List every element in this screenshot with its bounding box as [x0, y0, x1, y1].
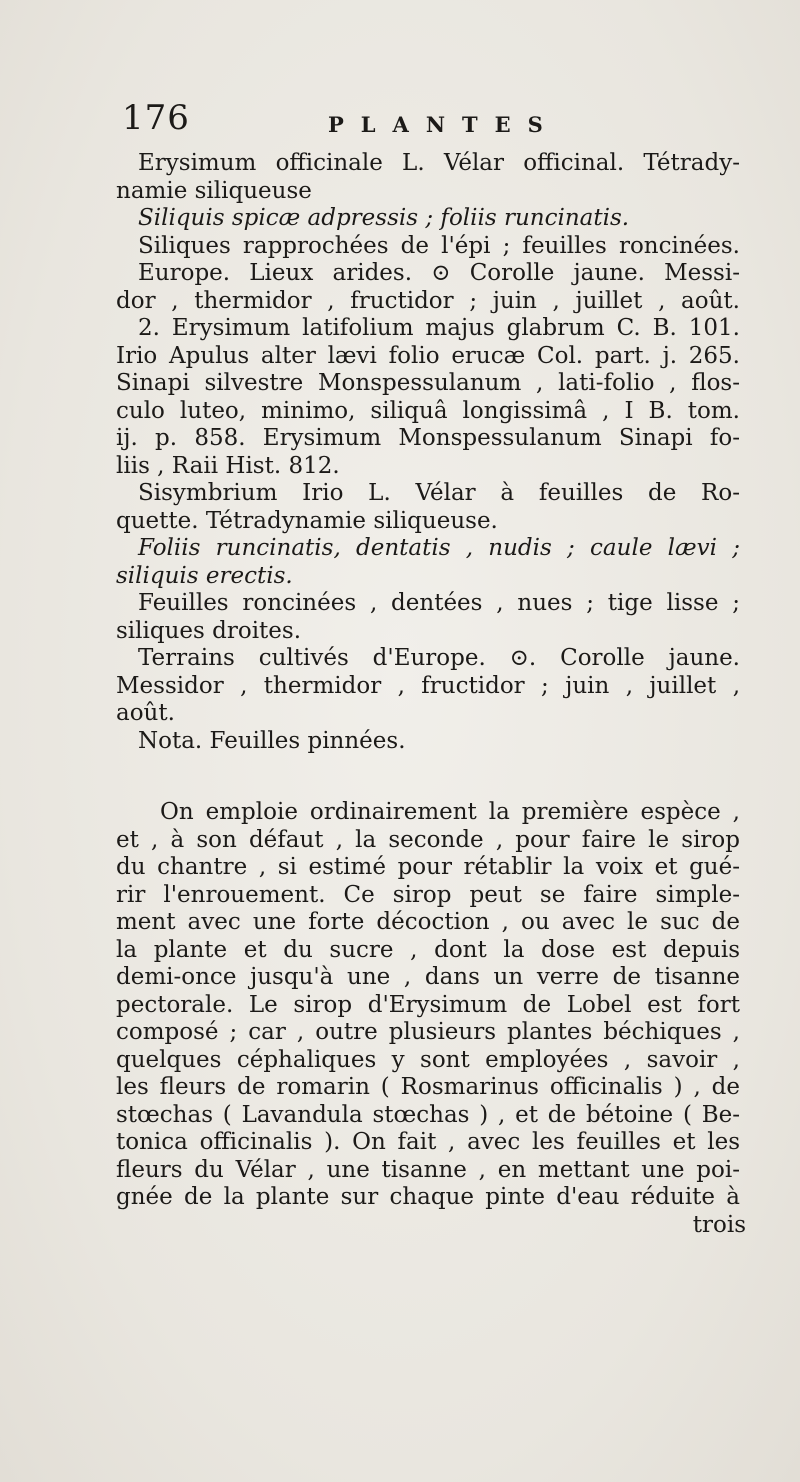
text-line: août.: [116, 700, 175, 726]
text-line: composé ; car , outre plusieurs plantes béchiques ,: [116, 1019, 740, 1045]
text-line: Sisymbrium Irio L. Vélar à feuilles de Ro-: [138, 480, 740, 506]
text-line: Sinapi silvestre Monspessulanum , lati-folio , flos-: [116, 370, 740, 396]
text-line: demi-once jusqu'à une , dans un verre de tisanne: [116, 964, 740, 990]
page-number: 176: [122, 98, 190, 138]
text-line: liis , Raii Hist. 812.: [116, 452, 340, 479]
running-head: PLANTES: [328, 112, 560, 137]
text-line: fleurs du Vélar , une tisanne , en mettant une poi-: [116, 1156, 740, 1183]
text-line: Terrains cultivés d'Europe. ⊙. Corolle jaune.: [138, 645, 740, 671]
text-line: Foliis runcinatis, dentatis , nudis ; caule lævi ;: [138, 535, 740, 561]
text-line: quelques céphaliques y sont employées , savoir ,: [116, 1046, 740, 1073]
catchword: trois: [692, 1212, 746, 1238]
text-line: Siliques rapprochées de l'épi ; feuilles roncinées.: [138, 232, 740, 259]
text-line: pectorale. Le sirop d'Erysimum de Lobel est fort: [116, 991, 740, 1018]
text-line: Nota. Feuilles pinnées.: [138, 727, 406, 754]
page-header: [0, 98, 800, 142]
text-line: ment avec une forte décoction , ou avec le suc de: [116, 909, 740, 935]
text-line: les fleurs de romarin ( Rosmarinus officinalis ) , de: [116, 1074, 740, 1100]
body-text: [116, 150, 740, 1212]
text-line: 2. Erysimum latifolium majus glabrum C. B. 101.: [138, 315, 740, 341]
text-line: On emploie ordinairement la première espèce ,: [160, 799, 740, 825]
text-line: tonica officinalis ). On fait , avec les feuilles et les: [116, 1129, 740, 1155]
catchword-row: [116, 1212, 746, 1240]
text-line: siliquis erectis.: [116, 562, 293, 589]
text-line: Messidor , thermidor , fructidor ; juin , juillet ,: [116, 672, 740, 699]
text-line: siliques droites.: [116, 617, 302, 644]
text-line: Feuilles roncinées , dentées , nues ; tige lisse ;: [138, 590, 740, 616]
text-line: rir l'enrouement. Ce sirop peut se faire simple-: [116, 881, 740, 908]
text-line: dor , thermidor , fructidor ; juin , juillet , août.: [116, 287, 740, 314]
text-line: quette. Tétradynamie siliqueuse.: [116, 507, 498, 534]
text-line: gnée de la plante sur chaque pinte d'eau réduite à: [116, 1184, 740, 1210]
paragraph-gap: [116, 755, 740, 799]
text-line: culo luteo, minimo, siliquâ longissimâ , I B. tom.: [116, 397, 740, 424]
text-line: et , à son défaut , la seconde , pour faire le sirop: [116, 826, 740, 853]
text-line: stœchas ( Lavandula stœchas ) , et de bétoine ( Be-: [116, 1101, 740, 1128]
text-line: Irio Apulus alter lævi folio erucæ Col. part. j. 265.: [116, 342, 740, 369]
text-line: Siliquis spicæ adpressis ; foliis runcinatis.: [138, 205, 630, 231]
text-line: la plante et du sucre , dont la dose est depuis: [116, 936, 740, 963]
text-line: namie siliqueuse: [116, 177, 312, 204]
text-line: Erysimum officinale L. Vélar officinal. Tétrady-: [138, 150, 740, 176]
text-line: ij. p. 858. Erysimum Monspessulanum Sinapi fo-: [116, 425, 740, 451]
text-line: du chantre , si estimé pour rétablir la voix et gué-: [116, 854, 740, 880]
text-line: Europe. Lieux arides. ⊙ Corolle jaune. Messi-: [138, 260, 740, 286]
